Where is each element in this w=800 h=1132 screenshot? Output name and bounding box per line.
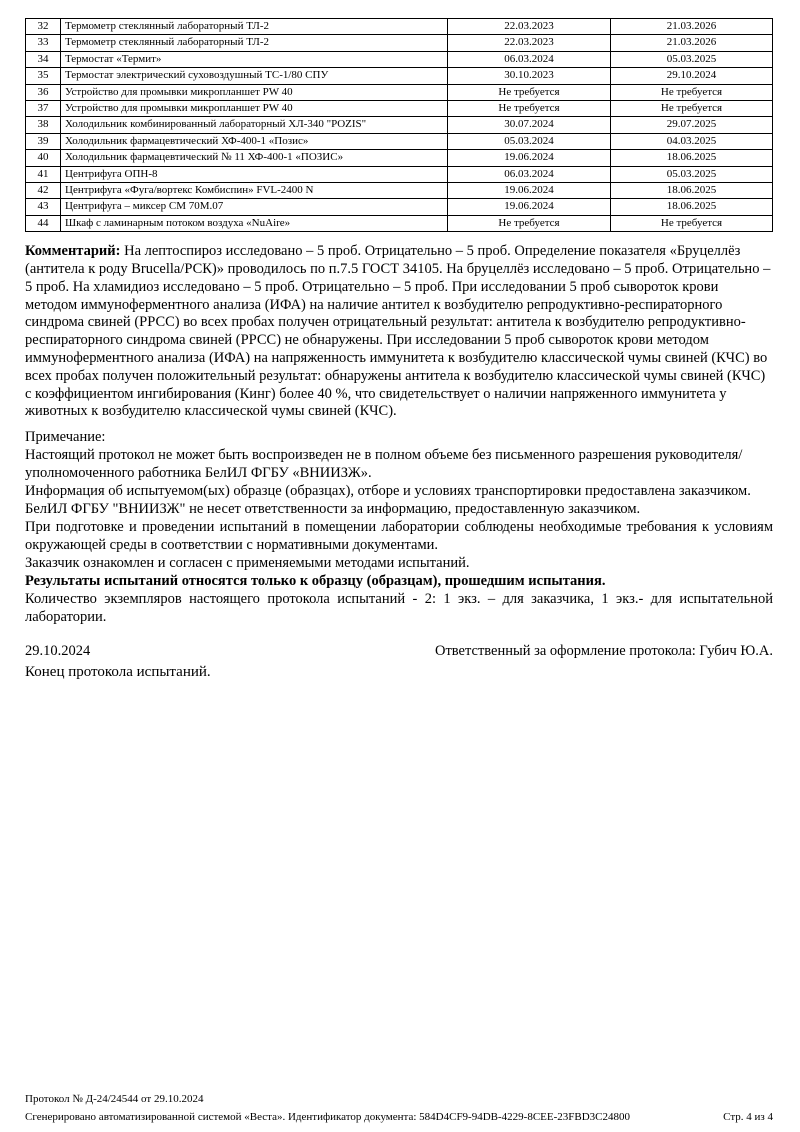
next-verification-date-cell: Не требуется	[611, 101, 773, 117]
verification-date-cell: 30.10.2023	[448, 68, 611, 84]
next-verification-date-cell: 29.10.2024	[611, 68, 773, 84]
equipment-name-cell: Центрифуга – миксер СМ 70М.07	[61, 199, 448, 215]
comment-paragraph	[25, 243, 773, 421]
signature-row	[25, 642, 773, 660]
next-verification-date-cell: 29.07.2025	[611, 117, 773, 133]
verification-date-cell: Не требуется	[448, 215, 611, 231]
footer-page-number: Стр. 4 из 4	[723, 1110, 773, 1123]
footer-generator-info: Сгенерировано автоматизированной системой «Веста». Идентификатор документа: 584D4CF9-94DB-4229-8CEE-23FBD3C24800	[25, 1110, 630, 1123]
comment-label: Комментарий:	[25, 243, 121, 260]
table-row	[26, 150, 773, 166]
row-number-cell: 36	[26, 84, 61, 100]
protocol-date: 29.10.2024	[25, 643, 91, 660]
note-customer-agreement: Заказчик ознакомлен и согласен с применяемыми методами испытаний.	[25, 555, 470, 572]
footer-protocol-number: Протокол № Д-24/24544 от 29.10.2024	[25, 1093, 204, 1105]
equipment-name-cell: Устройство для промывки микропланшет PW 40	[61, 84, 448, 100]
row-number-cell: 32	[26, 19, 61, 35]
row-number-cell: 37	[26, 101, 61, 117]
equipment-name-cell: Холодильник фармацевтический № 11 ХФ-400-1 «ПОЗИС»	[61, 150, 448, 166]
next-verification-date-cell: 18.06.2025	[611, 199, 773, 215]
note-results-scope: Результаты испытаний относятся только к образцу (образцам), прошедшим испытания.	[25, 573, 606, 590]
table-row	[26, 166, 773, 182]
verification-date-cell: 05.03.2024	[448, 133, 611, 149]
equipment-name-cell: Холодильник фармацевтический ХФ-400-1 «Позис»	[61, 133, 448, 149]
equipment-name-cell: Термостат «Термит»	[61, 51, 448, 67]
verification-date-cell: 30.07.2024	[448, 117, 611, 133]
table-row	[26, 215, 773, 231]
comment-text: На лептоспироз исследовано – 5 проб. Отрицательно – 5 проб. Определение показателя «Бруцеллёз (антитела к роду Brucella/РСК)» проводилось по п.7.5 ГОСТ 34105. На бруцеллёз исследовано – 5 проб. Отрицательно – 5 проб. На хламидиоз исследовано – 5 проб. Отрицательно – 5 проб. При исследовании 5 проб сывороток крови методом иммуноферментного анализа (ИФА) на наличие антител к возбудителю репродуктивно-респираторного синдрома свиней (РРСС) во всех пробах получен отрицательный результат: антитела к возбудителю репродуктивно-респираторного синдрома свиней (РРСС) не обнаружены. При исследовании 5 проб сывороток крови методом иммуноферментного анализа (ИФА) на напряженность иммунитета к возбудителю классической чумы свиней (КЧС) во всех пробах получен положительный результат: обнаружены антитела к возбудителю классической чумы свиней (КЧС) с коэффициентом ингибирования (Кинг) более 40 %, что свидетельствует о наличии напряженного иммунитета у животных к возбудителю классической чумы свиней (КЧС).	[25, 243, 771, 420]
note-sample-info: Информация об испытуемом(ых) образце (образцах), отборе и условиях транспортировки предоставлена заказчиком.	[25, 483, 751, 500]
table-row	[26, 183, 773, 199]
equipment-table-body	[26, 19, 773, 232]
page-footer	[25, 1091, 773, 1126]
table-row	[26, 84, 773, 100]
note-copies: Количество экземпляров настоящего протокола испытаний - 2: 1 экз. – для заказчика, 1 экз.- для испытательной лаборатории.	[25, 591, 773, 626]
table-row	[26, 117, 773, 133]
verification-date-cell: 06.03.2024	[448, 166, 611, 182]
next-verification-date-cell: 04.03.2025	[611, 133, 773, 149]
next-verification-date-cell: 05.03.2025	[611, 51, 773, 67]
next-verification-date-cell: 21.03.2026	[611, 35, 773, 51]
responsible-person: Ответственный за оформление протокола: Губич Ю.А.	[434, 643, 773, 660]
row-number-cell: 33	[26, 35, 61, 51]
verification-date-cell: 22.03.2023	[448, 35, 611, 51]
next-verification-date-cell: Не требуется	[611, 84, 773, 100]
note-environment: При подготовке и проведении испытаний в помещении лаборатории соблюдены необходимые требования к условиям окружающей среды в соответствии с нормативными документами.	[25, 519, 773, 554]
next-verification-date-cell: 18.06.2025	[611, 150, 773, 166]
equipment-table	[25, 18, 773, 232]
row-number-cell: 39	[26, 133, 61, 149]
equipment-name-cell: Устройство для промывки микропланшет PW 40	[61, 101, 448, 117]
table-row	[26, 35, 773, 51]
equipment-name-cell: Шкаф с ламинарным потоком воздуха «NuAire»	[61, 215, 448, 231]
notes-heading: Примечание:	[25, 429, 106, 446]
note-responsibility: БелИЛ ФГБУ "ВНИИЗЖ" не несет ответственности за информацию, предоставленную заказчиком.	[25, 501, 641, 518]
table-row	[26, 133, 773, 149]
table-row	[26, 101, 773, 117]
equipment-name-cell: Термометр стеклянный лабораторный ТЛ-2	[61, 35, 448, 51]
footer-second-row	[25, 1109, 773, 1127]
row-number-cell: 42	[26, 183, 61, 199]
notes-section	[25, 428, 773, 626]
end-of-protocol-line: Конец протокола испытаний.	[25, 664, 211, 681]
equipment-name-cell: Термостат электрический суховоздушный ТС-1/80 СПУ	[61, 68, 448, 84]
row-number-cell: 43	[26, 199, 61, 215]
row-number-cell: 44	[26, 215, 61, 231]
equipment-name-cell: Центрифуга ОПН-8	[61, 166, 448, 182]
verification-date-cell: Не требуется	[448, 84, 611, 100]
verification-date-cell: 19.06.2024	[448, 150, 611, 166]
next-verification-date-cell: 18.06.2025	[611, 183, 773, 199]
next-verification-date-cell: Не требуется	[611, 215, 773, 231]
next-verification-date-cell: 21.03.2026	[611, 19, 773, 35]
verification-date-cell: 06.03.2024	[448, 51, 611, 67]
verification-date-cell: Не требуется	[448, 101, 611, 117]
equipment-name-cell: Центрифуга «Фуга/вортекс Комбиспин» FVL-2400 N	[61, 183, 448, 199]
equipment-name-cell: Холодильник комбинированный лабораторный ХЛ-340 "POZIS"	[61, 117, 448, 133]
row-number-cell: 38	[26, 117, 61, 133]
verification-date-cell: 19.06.2024	[448, 199, 611, 215]
row-number-cell: 35	[26, 68, 61, 84]
equipment-name-cell: Термометр стеклянный лабораторный ТЛ-2	[61, 19, 448, 35]
verification-date-cell: 19.06.2024	[448, 183, 611, 199]
row-number-cell: 41	[26, 166, 61, 182]
table-row	[26, 51, 773, 67]
note-reproduction: Настоящий протокол не может быть воспроизведен не в полном объеме без письменного разрешения руководителя/уполномоченного работника БелИЛ ФГБУ «ВНИИЗЖ».	[25, 447, 743, 482]
row-number-cell: 40	[26, 150, 61, 166]
next-verification-date-cell: 05.03.2025	[611, 166, 773, 182]
table-row	[26, 68, 773, 84]
table-row	[26, 19, 773, 35]
table-row	[26, 199, 773, 215]
row-number-cell: 34	[26, 51, 61, 67]
verification-date-cell: 22.03.2023	[448, 19, 611, 35]
page-content	[25, 18, 773, 682]
